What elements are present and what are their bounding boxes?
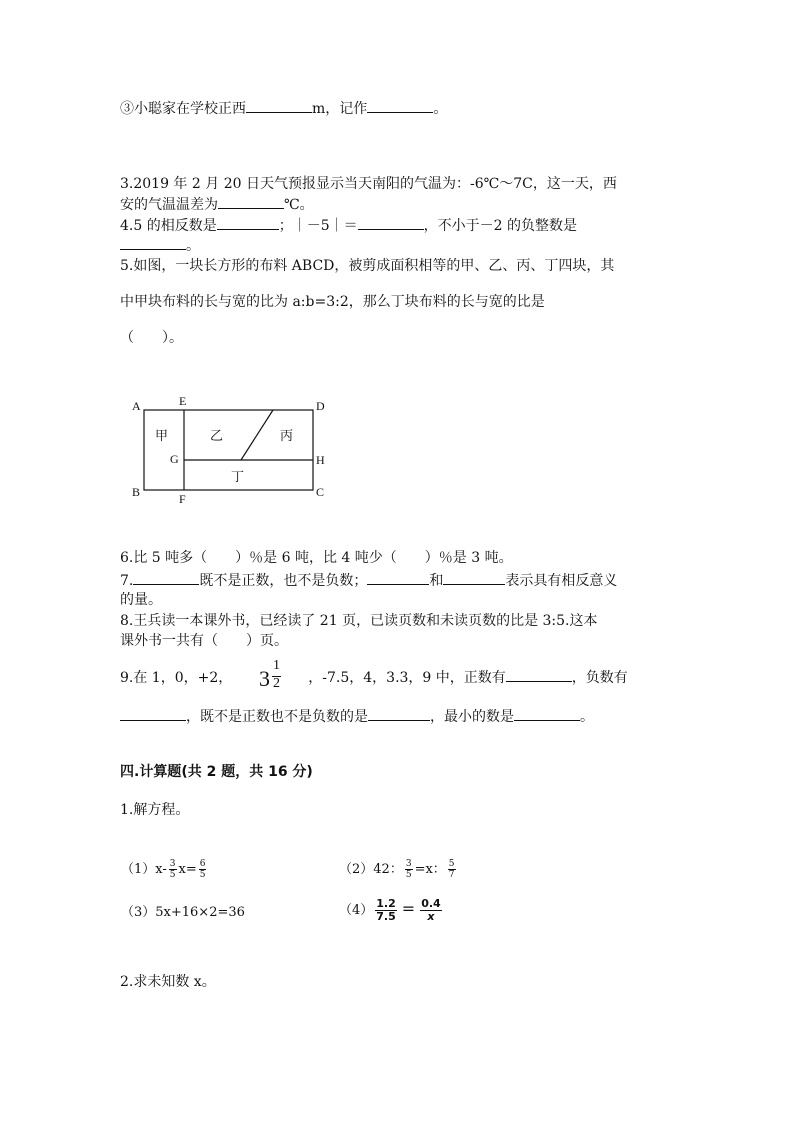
q5-line3: （ ）。: [120, 330, 183, 346]
q7-line1: 7. 既不是正数，也不是负数； 和 表示具有相反意义: [120, 570, 617, 591]
answer-blank[interactable]: [218, 194, 284, 209]
label-jia: 甲: [155, 428, 169, 443]
q9-line1: 9.在 1，0，+2， ，-7.5，4，3.3，9 中，正数有 ，负数有: [120, 667, 628, 688]
answer-blank[interactable]: [368, 706, 430, 721]
answer-blank[interactable]: [367, 98, 433, 113]
fraction: $\frac{0.4}{x}$: [421, 897, 441, 923]
q4-line1: 4.5 的相反数是 ；｜－5｜＝ ，不小于－2 的负整数是: [120, 215, 577, 236]
answer-blank[interactable]: [120, 706, 186, 721]
answer-blank[interactable]: [246, 98, 312, 113]
equation-1: （1）x- $\frac{3}{5}$ x= $\frac{6}{5}$: [121, 859, 206, 880]
answer-blank[interactable]: [367, 570, 429, 585]
fraction: $\frac{6}{5}$: [199, 859, 206, 880]
line-diagonal: [241, 410, 273, 460]
label-a: A: [132, 399, 141, 413]
q5-line2: 中甲块布料的长与宽的比为 a:b=3:2，那么丁块布料的长与宽的比是: [120, 294, 545, 310]
q3-line1: 3.2019 年 2 月 20 日天气预报显示当天南阳的气温为：-6℃～7C，这一天，西: [120, 176, 617, 192]
answer-blank[interactable]: [506, 667, 572, 682]
calc2-title: 2.求未知数 x。: [120, 974, 216, 990]
label-e: E: [179, 394, 187, 408]
label-bing: 丙: [280, 428, 294, 443]
answer-blank[interactable]: [358, 215, 424, 230]
label-g: G: [170, 452, 179, 466]
rectangle-diagram: [128, 392, 338, 507]
mixed-number: 3 1 2: [259, 658, 280, 691]
q7-line2: 的量。: [120, 592, 162, 608]
q5-line1: 5.如图，一块长方形的布料 ABCD，被剪成面积相等的甲、乙、丙、丁四块，其: [120, 258, 615, 274]
label-yi: 乙: [210, 428, 224, 443]
fraction: $\frac{3}{5}$: [405, 859, 412, 880]
calc1-title: 1.解方程。: [120, 802, 190, 818]
label-ding: 丁: [231, 469, 245, 484]
section-heading: 四.计算题(共 2 题，共 16 分): [120, 764, 313, 780]
answer-blank[interactable]: [217, 215, 279, 230]
q8-line1: 8.王兵读一本课外书，已经读了 21 页，已读页数和未读页数的比是 3:5.这本: [120, 613, 598, 629]
fraction: $\frac{5}{7}$: [448, 859, 455, 880]
q2-sub3: ③小聪家在学校正西 m，记作 。: [120, 98, 447, 119]
answer-blank[interactable]: [514, 706, 580, 721]
fraction: $\frac{3}{5}$: [169, 859, 176, 880]
label-b: B: [132, 485, 141, 499]
equation-4: （4） $\frac{1.2}{7.5}$ = $\frac{0.4}{x}$: [339, 897, 441, 923]
answer-blank[interactable]: [120, 235, 186, 250]
equation-3: （3）5x+16×2=36: [121, 905, 245, 920]
label-c: C: [316, 485, 325, 499]
q3-line2: 安的气温温差为 ℃。: [120, 194, 314, 215]
q9-line2: ，既不是正数也不是负数的是 ，最小的数是 。: [120, 706, 594, 727]
equation-2: （2）42： $\frac{3}{5}$ =x： $\frac{5}{7}$: [339, 859, 455, 880]
rect-abcd: [144, 410, 313, 490]
label-f: F: [179, 492, 186, 506]
q6: 6.比 5 吨多（ ）％是 6 吨，比 4 吨少（ ）％是 3 吨。: [120, 550, 513, 566]
answer-blank[interactable]: [443, 570, 505, 585]
label-d: D: [316, 399, 325, 413]
answer-blank[interactable]: [133, 570, 199, 585]
q4-line2: 。: [120, 235, 200, 256]
q8-line2: 课外书一共有（ ）页。: [120, 633, 288, 649]
fraction: $\frac{1.2}{7.5}$: [376, 897, 396, 923]
label-h: H: [316, 453, 325, 467]
